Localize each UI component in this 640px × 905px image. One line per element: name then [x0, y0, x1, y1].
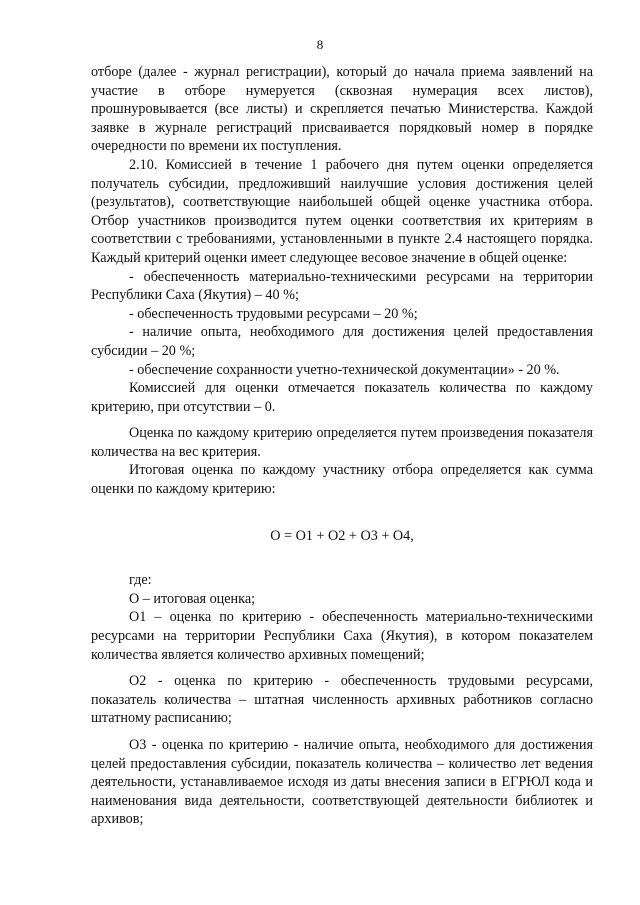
definitions-intro: где:	[129, 572, 152, 589]
score-formula: О = О1 + О2 + О3 + О4,	[270, 527, 414, 544]
definition-o2: О2 - оценка по критерию - обеспеченность трудовыми ресурсами, показатель количества – штатная численность архивных работников согласно штатному расписанию;	[91, 673, 593, 727]
definition-total-score: О – итоговая оценка;	[129, 590, 256, 607]
definition-o1: О1 – оценка по критерию - обеспеченность материально-техническими ресурсами на территории Республики Саха (Якутия), в котором показателем количества является количество архивных помещений;	[91, 609, 593, 663]
criterion-documentation: - обеспечение сохранности учетно-технической документации» - 20 %.	[129, 361, 560, 378]
definition-o3: О3 - оценка по критерию - наличие опыта, необходимого для достижения целей предоставления субсидии, показатель количества – количество лет ведения деятельности, устанавливаемое исходя из даты внесения записи в ЕГРЮЛ кода и наименования вида деятельности, соответствующей деятельности библиотек и архивов;	[91, 737, 593, 828]
paragraph-criterion-score: Оценка по каждому критерию определяется путем произведения показателя количества на вес критерия.	[91, 425, 593, 460]
criterion-experience: - наличие опыта, необходимого для достижения целей предоставления субсидии – 20 %;	[91, 324, 593, 359]
criterion-material-resources: - обеспеченность материально-техническими ресурсами на территории Республики Саха (Якутия) – 40 %;	[91, 268, 593, 304]
paragraph-registration-journal: отборе (далее - журнал регистрации), который до начала приема заявлений на участие в отборе нумеруется (сквозная нумерация всех листов), прошнуровывается (все листы) и скрепляется печатью Министерства. Каждой заявке в журнале регистраций присваивается порядковый номер в порядке очередности по времени их поступления.	[91, 64, 593, 155]
paragraph-total-score: Итоговая оценка по каждому участнику отбора определяется как сумма оценки по каждому критерию:	[91, 462, 593, 498]
page-number: 8	[316, 37, 324, 52]
document-body	[91, 63, 593, 829]
paragraph-2-10: 2.10. Комиссией в течение 1 рабочего дня путем оценки определяется получатель субсидии, предложивший наилучшие условия достижения целей (результатов), соответствующие наибольшей общей оценке участника отбора. Отбор участников производится путем оценки соответствия их критериям в соответствии с требованиями, установленными в пункте 2.4 настоящего порядка. Каждый критерий оценки имеет следующее весовое значение в общей оценке:	[91, 156, 593, 266]
criterion-labor-resources: - обеспеченность трудовыми ресурсами – 20 %;	[129, 305, 418, 322]
paragraph-quantity-indicator: Комиссией для оценки отмечается показатель количества по каждому критерию, при отсутствии – 0.	[91, 380, 593, 415]
